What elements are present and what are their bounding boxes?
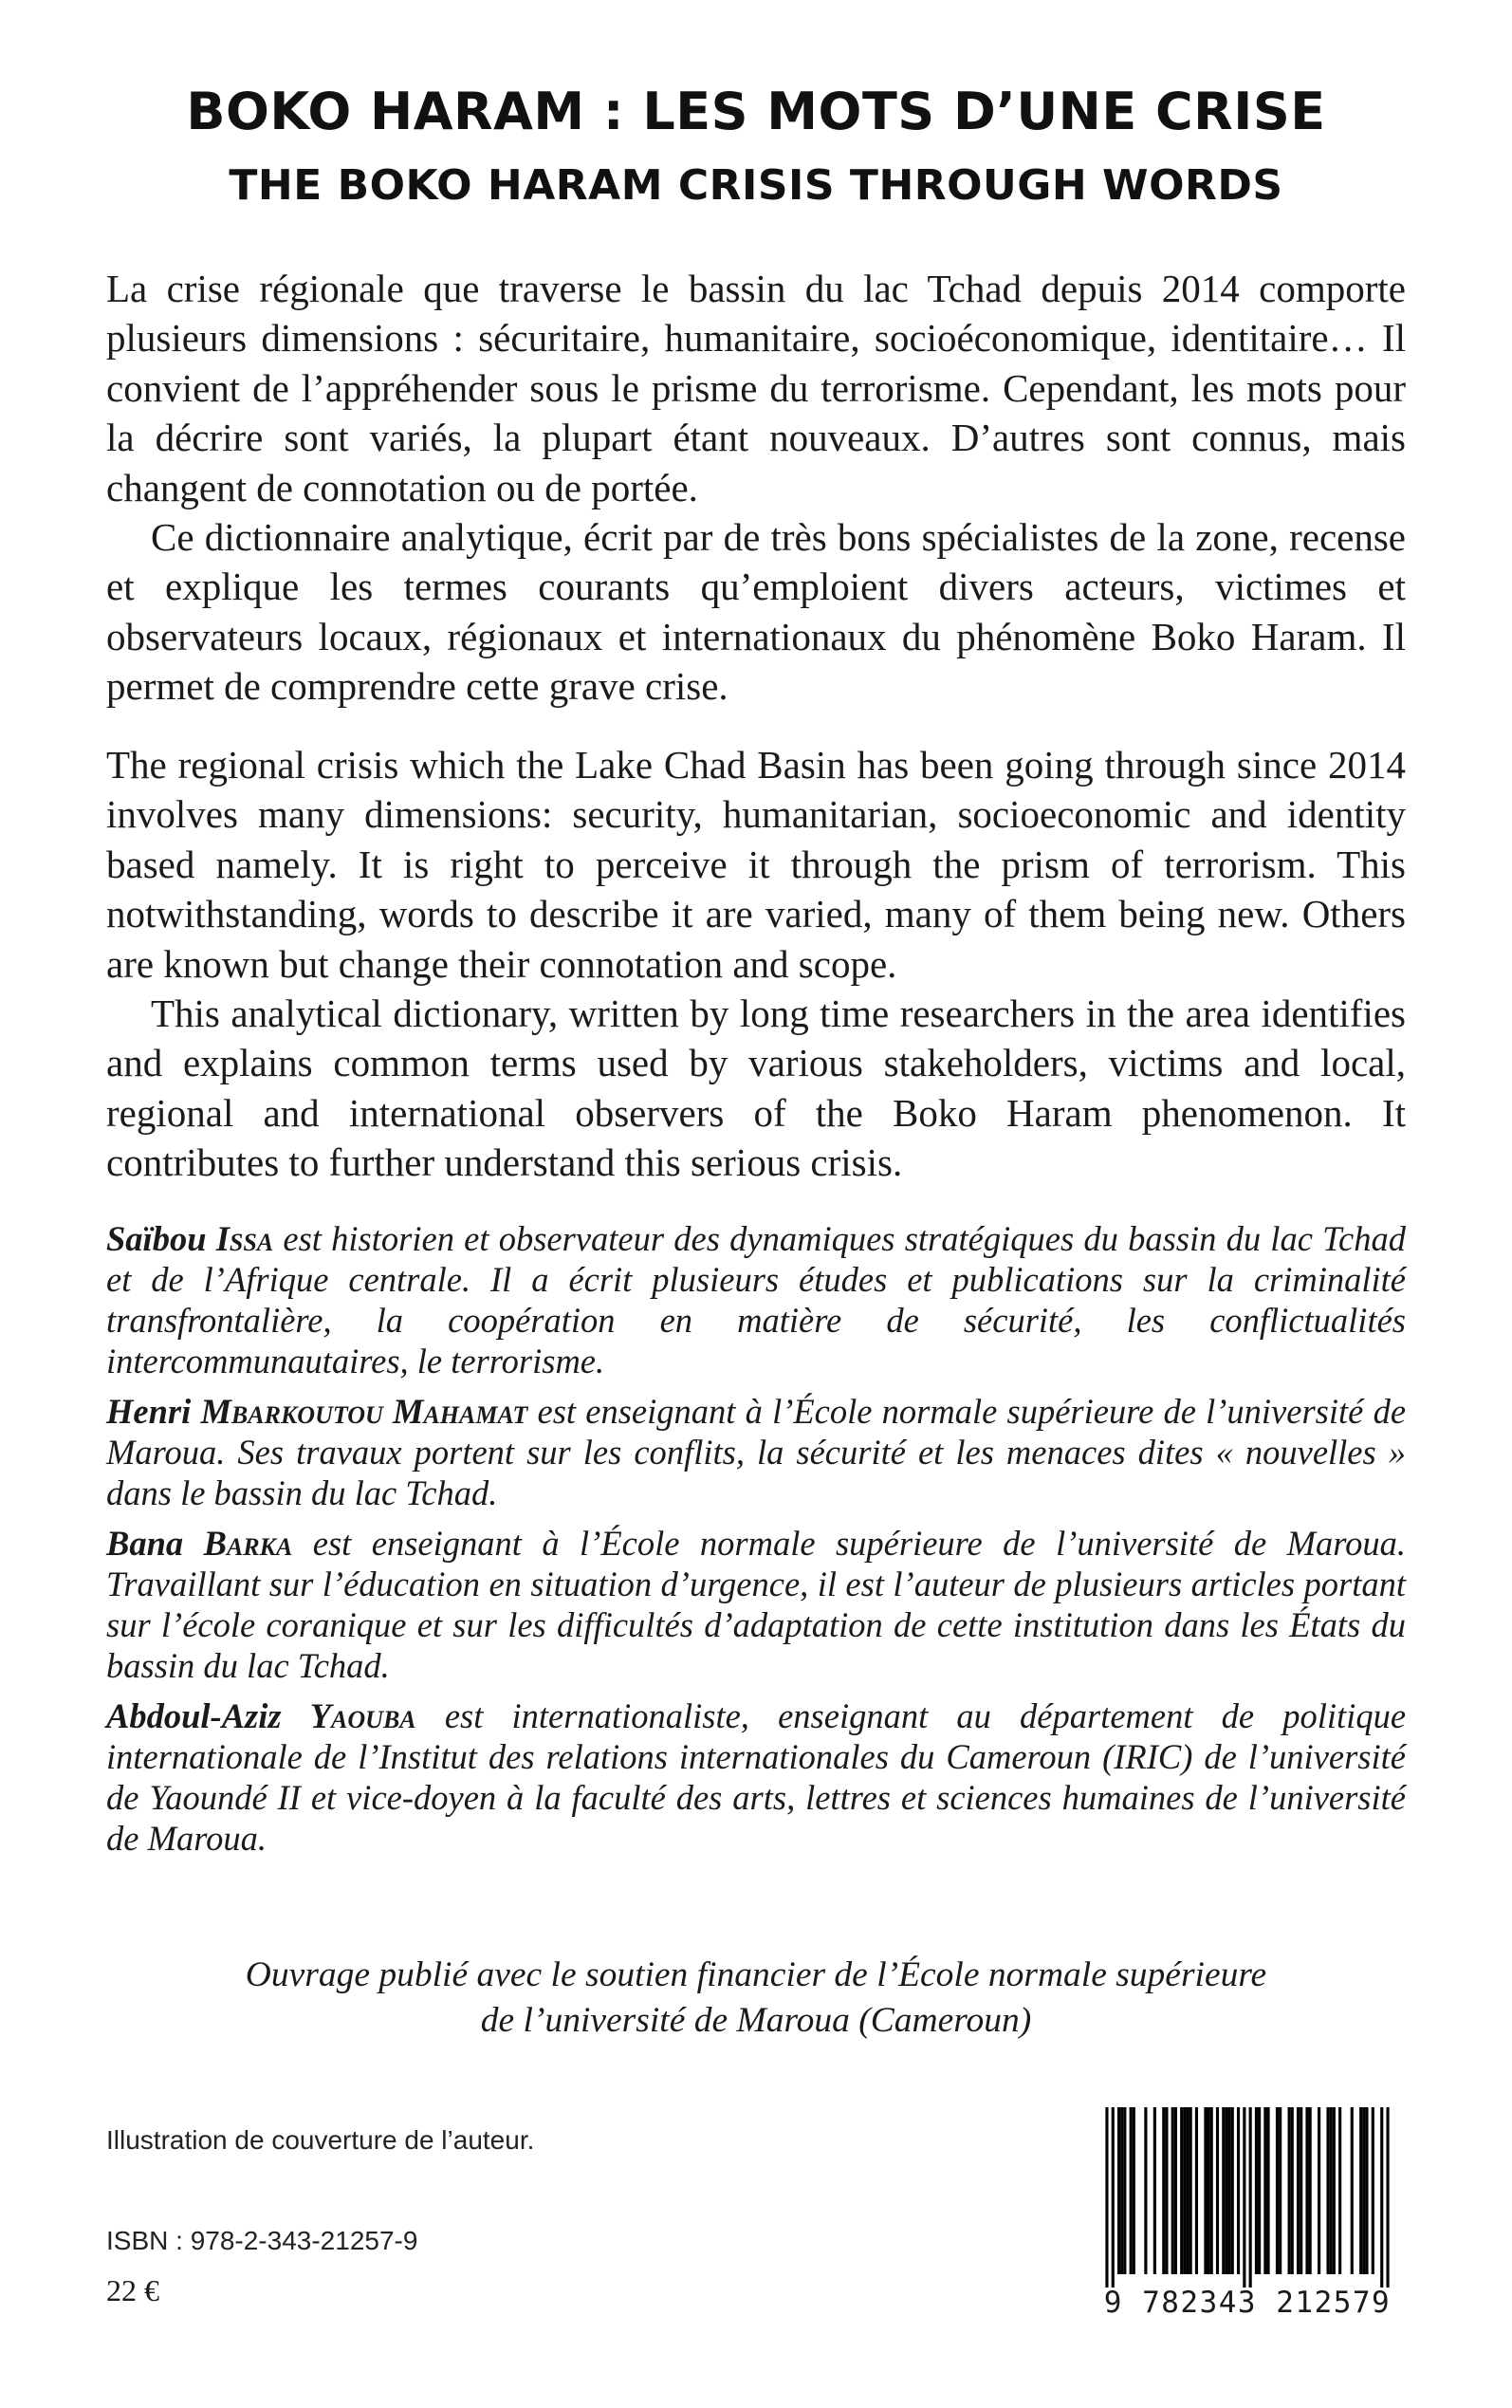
price: 22 € [106,2273,159,2307]
barcode-bar [1359,2107,1362,2274]
barcode-bar [1372,2107,1374,2274]
barcode-bar [1195,2107,1198,2274]
barcode-bar [1112,2107,1115,2288]
barcode-bar [1297,2107,1300,2274]
barcode-bar [1133,2107,1135,2274]
barcode-bar [1183,2107,1186,2274]
barcode-bar [1225,2107,1227,2274]
barcode-bar [1362,2107,1365,2274]
barcode-bar [1189,2107,1192,2274]
barcode-bar [1231,2107,1234,2274]
barcode-bar [1207,2107,1209,2274]
barcode-bar [1318,2107,1320,2274]
support-line-1: Ouvrage publié avec le soutien financier de l’École normale supérieure [245,1955,1267,1994]
author-name: Henri Mbarkoutou Mahamat [106,1392,528,1431]
barcode-bar [1279,2107,1282,2274]
french-paragraph-2: Ce dictionnaire analytique, écrit par de très bons spécialistes de la zone, recense et explique les termes courants qu’emploient divers acteurs, victimes et observateurs locaux, régionaux et internationaux du phénomène Boko Haram. Il permet de comprendre cette grave crise. [106,515,1406,709]
barcode-bar [1380,2107,1383,2288]
barcode-bar [1263,2107,1266,2274]
english-paragraph-2: This analytical dictionary, written by long time researchers in the area identifies and explains common terms used by various stakeholders, victims and local, regional and international observers of the Boko Haram phenomenon. It contributes to further understand this serious crisis. [106,991,1406,1185]
barcode-bar [1153,2107,1156,2274]
publication-support-note [0,1953,1512,2044]
author-name: Saïbou Issa [106,1219,274,1258]
title-french: BOKO HARAM : LES MOTS D’UNE CRISE [186,82,1326,141]
barcode-bar [1249,2107,1252,2288]
barcode-bar [1365,2107,1368,2274]
barcode-bar [1123,2107,1126,2274]
author-bio: Henri Mbarkoutou Mahamat est enseignant à l’École normale supérieure de l’université de Maroua. Ses travaux portent sur les conflits, la sécurité et les menaces dites « nouvelles » dans le bassin du lac Tchad. [106,1392,1407,1512]
barcode-bars [1091,2107,1404,2288]
barcode-bar [1288,2107,1291,2274]
barcode-bar [1204,2107,1207,2274]
barcode-bar [1338,2107,1341,2274]
barcode-bar [1216,2107,1219,2274]
barcode-bar [1171,2107,1174,2274]
author-name: Abdoul-Aziz Yaouba [106,1696,416,1735]
barcode-bar [1386,2107,1389,2288]
barcode-bar [1351,2107,1354,2274]
barcode [1091,2107,1404,2331]
barcode-bar [1130,2107,1133,2274]
barcode-bar [1180,2107,1183,2274]
barcode-bar [1186,2107,1189,2274]
author-name: Bana Barka [106,1524,293,1563]
barcode-bar [1228,2107,1231,2274]
barcode-bar [1291,2107,1294,2274]
barcode-bar [1210,2107,1213,2274]
barcode-bar [1237,2107,1240,2274]
illustration-credit: Illustration de couverture de l’auteur. [106,2125,535,2155]
barcode-bar [1165,2107,1168,2274]
english-paragraph-1: The regional crisis which the Lake Chad Basin has been going through since 2014 involves many dimensions: security, humanitarian, socioeconomic and identity based namely. It is right to perceive it through the prism of terrorism. This notwithstanding, words to describe it are varied, many of them being new. Others are known but change their connotation and scope. [106,743,1406,986]
author-bio: Abdoul-Aziz Yaouba est internationaliste, enseignant au département de politique internationale de l’Institut des relations internationales du Cameroun (IRIC) de l’université de Yaoundé II et vice-doyen à la faculté des arts, lettres et sciences humaines de l’université de Maroua. [106,1696,1407,1858]
barcode-bar [1162,2107,1165,2274]
author-bio: Saïbou Issa est historien et observateur des dynamiques stratégiques du bassin du lac Tchad et de l’Afrique centrale. Il a écrit plusieurs études et publications sur la criminalité transfrontalière, la coopération en matière de sécurité, les conflictualités intercommunautaires, le terrorisme. [106,1219,1407,1380]
french-paragraph-1: La crise régionale que traverse le bassin du lac Tchad depuis 2014 comporte plusieurs dimensions : sécuritaire, humanitaire, socioéconomique, identitaire… Il convient de l’appréhender sous le prisme du terrorisme. Cependant, les mots pour la décrire sont variés, la plupart étant nouveaux. D’autres sont connus, mais changent de connotation ou de portée. [106,267,1406,509]
barcode-bar [1174,2107,1177,2274]
barcode-bar [1255,2107,1258,2274]
french-summary [106,264,1406,712]
english-summary [106,740,1406,1188]
barcode-bar [1266,2107,1269,2274]
title-english: THE BOKO HARAM CRISIS THROUGH WORDS [229,161,1283,210]
barcode-bar [1243,2107,1245,2288]
barcode-bar [1330,2107,1333,2274]
author-bios [106,1218,1406,1868]
barcode-bar [1120,2107,1123,2274]
barcode-bar [1105,2107,1108,2288]
author-bio: Bana Barka est enseignant à l’École normale supérieure de l’université de Maroua. Travaillant sur l’éducation en situation d’urgence, il est l’auteur de plusieurs articles portant sur l’école coranique et sur les difficultés d’adaptation de cette institution dans les États du bassin du lac Tchad. [106,1524,1407,1685]
barcode-bar [1333,2107,1336,2274]
barcode-bar [1117,2107,1120,2274]
barcode-bar [1222,2107,1225,2274]
barcode-bar [1144,2107,1147,2274]
barcode-bar [1305,2107,1308,2274]
support-line-2: de l’université de Maroua (Cameroun) [480,2001,1032,2040]
isbn: ISBN : 978-2-343-21257-9 [106,2226,418,2255]
barcode-bar [1300,2107,1302,2274]
barcode-bar [1309,2107,1312,2274]
barcode-digits: 9 782343 212579 [1103,2286,1392,2320]
barcode-bar [1326,2107,1329,2274]
barcode-bar [1276,2107,1279,2274]
barcode-bar [1258,2107,1261,2274]
